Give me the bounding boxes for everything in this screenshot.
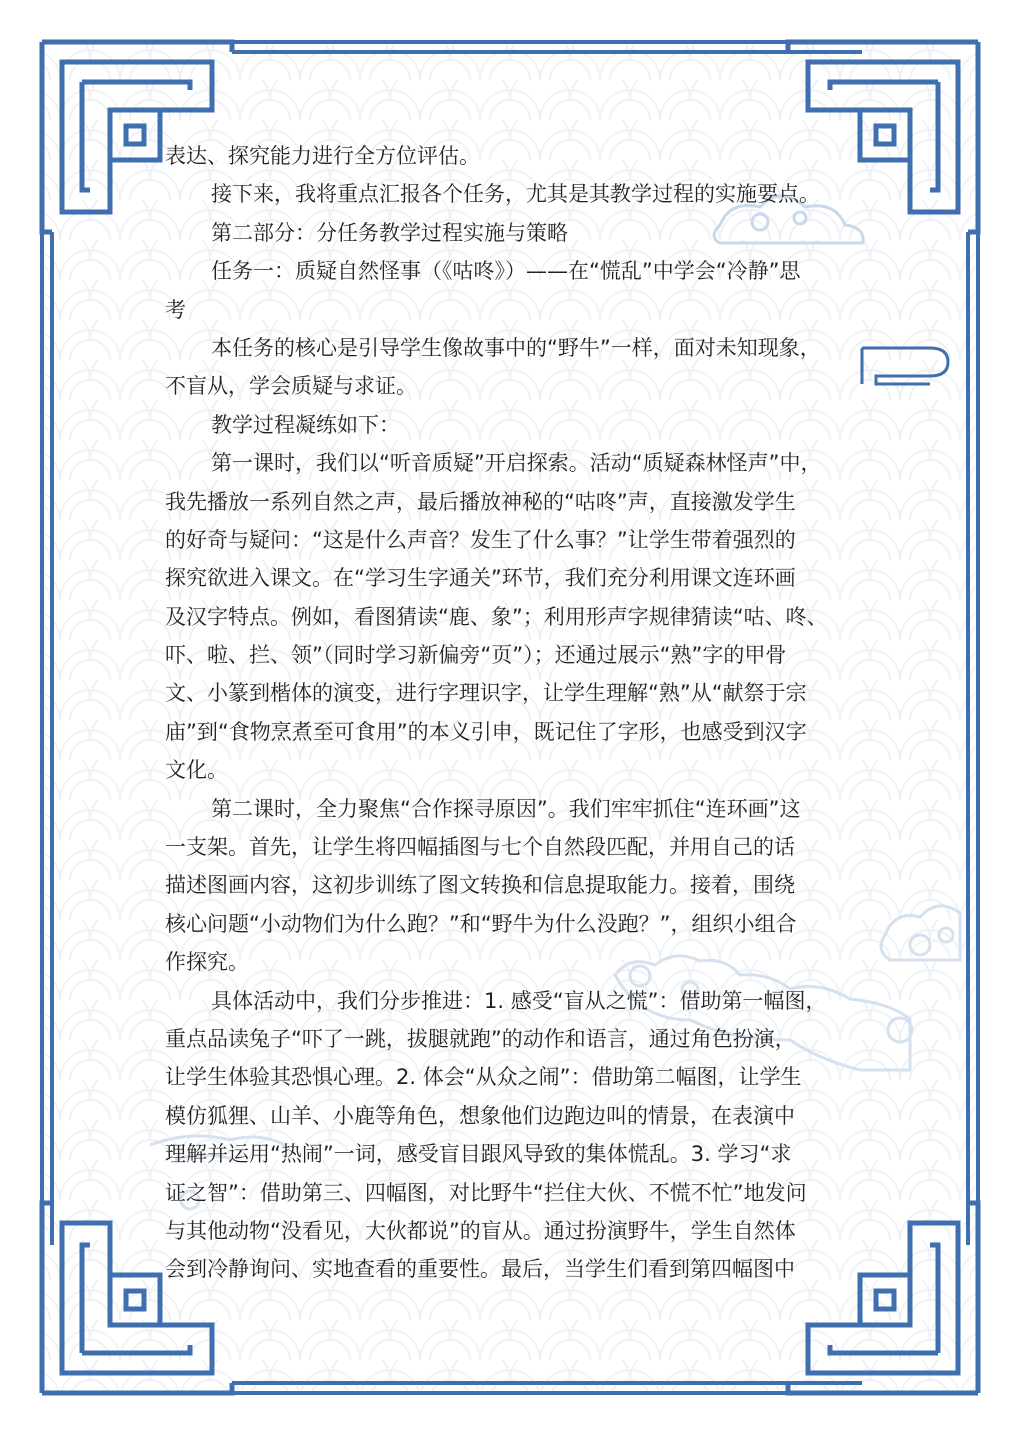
text-line: 重点品读兔子“吓了一跳，拔腿就跑”的动作和语言，通过角色扮演， bbox=[165, 1026, 796, 1051]
text-line: 让学生体验其恐惧心理。2. 体会“从众之闹”：借助第二幅图，让学生 bbox=[165, 1065, 802, 1090]
text-line: 会到冷静询问、实地查看的重要性。最后，当学生们看到第四幅图中 bbox=[165, 1257, 795, 1282]
task-heading: 任务一：质疑自然怪事（《咕咚》）——在“慌乱”中学会“冷静”思 bbox=[211, 259, 801, 284]
text-line: 本任务的核心是引导学生像故事中的“野牛”一样，面对未知现象， bbox=[211, 335, 821, 360]
text-line: 庙”到“食物烹煮至可食用”的本义引申，既记住了字形，也感受到汉字 bbox=[165, 719, 807, 744]
text-line: 一支架。首先，让学生将四幅插图与七个自然段匹配，并用自己的话 bbox=[165, 835, 795, 860]
text-line: 第一课时，我们以“听音质疑”开启探索。活动“质疑森林怪声”中， bbox=[211, 451, 822, 476]
text-line: 文、小篆到楷体的演变，进行字理识字，让学生理解“熟”从“献祭于宗 bbox=[165, 681, 807, 706]
document-body bbox=[165, 137, 857, 1289]
text-line: 文化。 bbox=[165, 758, 228, 783]
text-line: 吓、啦、拦、领”（同时学习新偏旁“页”）；还通过展示“熟”字的甲骨 bbox=[165, 643, 787, 668]
text-line: 我先播放一系列自然之声，最后播放神秘的“咕咚”声，直接激发学生 bbox=[165, 489, 796, 514]
text-line: 表达、探究能力进行全方位评估。 bbox=[165, 144, 480, 168]
text-line: 证之智”：借助第三、四幅图，对比野牛“拦住大伙、不慌不忙”地发问 bbox=[165, 1180, 807, 1205]
text-line: 的好奇与疑问：“这是什么声音？发生了什么事？”让学生带着强烈的 bbox=[165, 527, 796, 552]
text-line: 理解并运用“热闹”一词，感受盲目跟风导致的集体慌乱。3. 学习“求 bbox=[165, 1142, 792, 1167]
text-line: 模仿狐狸、山羊、小鹿等角色，想象他们边跑边叫的情景，在表演中 bbox=[165, 1103, 795, 1128]
text-line: 探究欲进入课文。在“学习生字通关”环节，我们充分利用课文连环画 bbox=[165, 566, 796, 591]
section-heading: 第二部分：分任务教学过程实施与策略 bbox=[211, 220, 568, 245]
text-line: 核心问题“小动物们为什么跑？”和“野牛为什么没跑？”，组织小组合 bbox=[165, 911, 797, 936]
text-line: 描述图画内容，这初步训练了图文转换和信息提取能力。接着，围绕 bbox=[165, 873, 795, 898]
text-line: 具体活动中，我们分步推进：1. 感受“盲从之慌”：借助第一幅图， bbox=[211, 988, 827, 1013]
text-line: 接下来，我将重点汇报各个任务，尤其是其教学过程的实施要点。 bbox=[211, 182, 820, 207]
text-line: 及汉字特点。例如，看图猜读“鹿、象”；利用形声字规律猜读“咕、咚、 bbox=[165, 604, 828, 629]
text-line: 作探究。 bbox=[165, 950, 249, 975]
text-line: 考 bbox=[165, 297, 186, 322]
text-line: 不盲从，学会质疑与求证。 bbox=[165, 374, 417, 399]
text-line: 教学过程凝练如下： bbox=[211, 412, 400, 437]
text-line: 与其他动物“没看见，大伙都说”的盲从。通过扮演野牛，学生自然体 bbox=[165, 1218, 796, 1243]
text-line: 第二课时，全力聚焦“合作探寻原因”。我们牢牢抓住“连环画”这 bbox=[211, 796, 801, 821]
